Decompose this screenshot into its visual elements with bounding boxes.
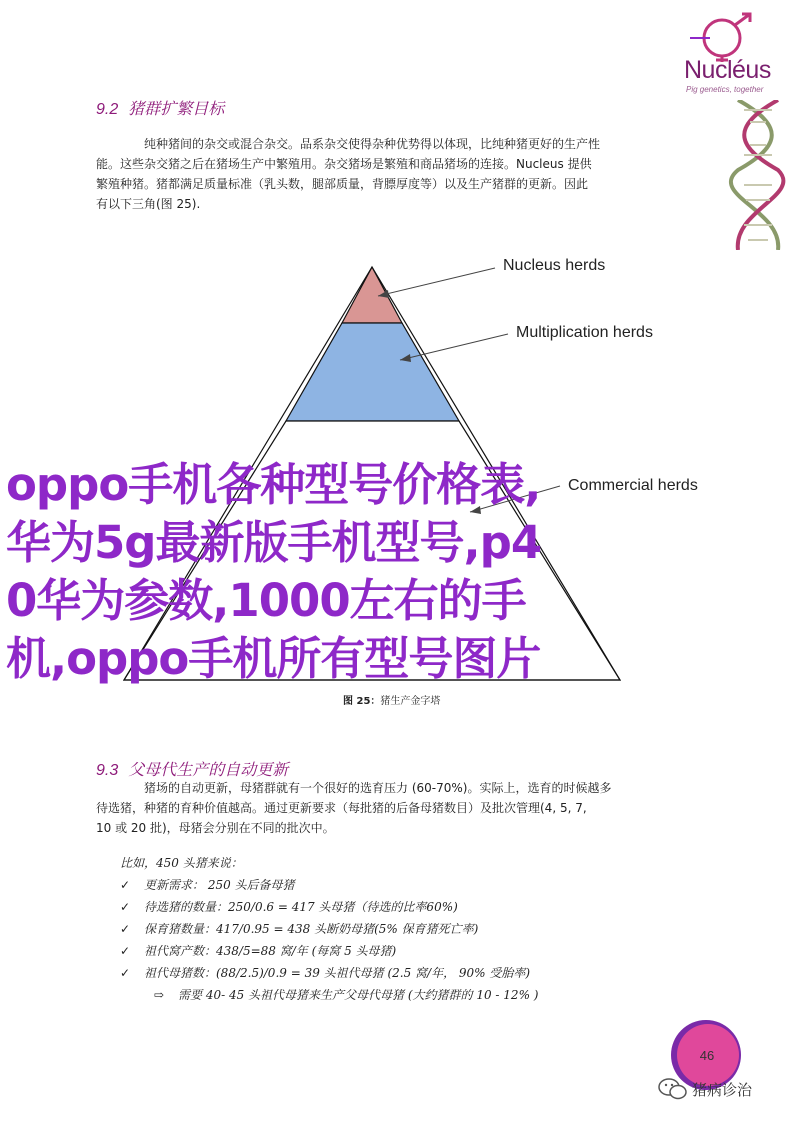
section-9-3-title: 父母代生产的自动更新	[128, 762, 289, 779]
section-9-2-paragraph	[96, 134, 700, 214]
overlay-line: 0华为参数,1000左右的手	[6, 574, 526, 627]
check-icon: ✓	[120, 966, 131, 980]
arrow-right-icon: ⇨	[154, 988, 165, 1002]
calculation-item: ✓ 保育猪数量：417/0.95 = 438 头断奶母猪(5% 保育猪死亡率)	[120, 918, 680, 940]
overlay-line: oppo手机各种型号价格表,	[6, 458, 541, 511]
label-nucleus-herds: Nucleus herds	[503, 257, 606, 274]
section-9-3-heading	[96, 757, 288, 780]
logo-brand: Nucléus	[684, 56, 771, 84]
check-icon: ✓	[120, 878, 131, 892]
calculation-item: ✓ 待选猪的数量：250/0.6 = 417 头母猪（待选的比率60%)	[120, 896, 680, 918]
logo-emblem-icon	[680, 12, 780, 62]
paragraph-line: 待选猪，种猪的育种价值越高。通过更新要求（每批猪的后备母猪数目）及批次管理(4, 5, 7,	[96, 801, 587, 815]
section-9-2-heading	[96, 96, 224, 119]
check-icon: ✓	[120, 944, 131, 958]
paragraph-line: 能。这些杂交猪之后在猪场生产中繁殖用。杂交猪场是繁殖和商品猪场的连接。Nucleus 提供	[96, 157, 592, 171]
overlay-text	[6, 456, 541, 688]
paragraph-line: 有以下三角(图 25).	[96, 197, 201, 211]
paragraph-line: 猪场的自动更新，母猪群就有一个很好的选育压力 (60-70%)。实际上，选育的时候越多	[144, 781, 612, 795]
overlay-line: 机,oppo手机所有型号图片	[6, 632, 541, 685]
section-9-2-number: 9.2	[96, 101, 119, 118]
dna-helix-icon	[728, 100, 788, 250]
figure-caption-label: 图 25：	[343, 696, 381, 707]
calculation-item: ✓ 更新需求： 250 头后备母猪	[120, 874, 680, 896]
calculation-block	[120, 852, 680, 1006]
section-9-2-title: 猪群扩繁目标	[128, 101, 225, 118]
paragraph-line: 纯种猪间的杂交或混合杂交。品系杂交使得杂种优势得以体现，比纯种猪更好的生产性	[144, 137, 601, 151]
arrow-nucleus	[378, 268, 495, 296]
calculation-intro: 比如，450 头猪来说：	[120, 856, 243, 870]
watermark-text: 猪病诊治	[692, 1080, 753, 1099]
pyramid-tier-nucleus	[342, 267, 402, 323]
label-commercial-herds: Commercial herds	[568, 477, 698, 494]
calculation-result: ⇨ 需要 40- 45 头祖代母猪来生产父母代母猪 (大约猪群的 10 - 12% )	[120, 984, 680, 1006]
logo-tagline: Pig genetics, together	[686, 85, 764, 94]
check-icon: ✓	[120, 900, 131, 914]
check-icon: ✓	[120, 922, 131, 936]
pyramid-tier-multiplication	[286, 323, 459, 421]
paragraph-line: 繁殖种猪。猪都满足质量标准（乳头数，腿部质量，背膘厚度等）以及生产猪群的更新。因此	[96, 177, 589, 191]
figure-caption-text: 猪生产金字塔	[380, 696, 441, 707]
page-number: 46	[699, 1048, 715, 1063]
calculation-item: ✓ 祖代母猪数：(88/2.5)/0.9 = 39 头祖代母猪 (2.5 窝/年， 90% 受胎率)	[120, 962, 680, 984]
section-9-3-number: 9.3	[96, 762, 119, 779]
paragraph-line: 10 或 20 批)，母猪会分别在不同的批次中。	[96, 821, 335, 835]
footer-watermark	[658, 1075, 752, 1103]
section-9-3-paragraph	[96, 778, 700, 838]
label-multiplication-herds: Multiplication herds	[516, 324, 653, 341]
calculation-item: ✓ 祖代窝产数：438/5=88 窝/年 (每窝 5 头母猪)	[120, 940, 680, 962]
overlay-line: 华为5g最新版手机型号,p4	[6, 516, 542, 569]
figure-caption	[343, 692, 440, 707]
wechat-icon	[658, 1077, 688, 1101]
nucleus-logo	[680, 12, 780, 97]
